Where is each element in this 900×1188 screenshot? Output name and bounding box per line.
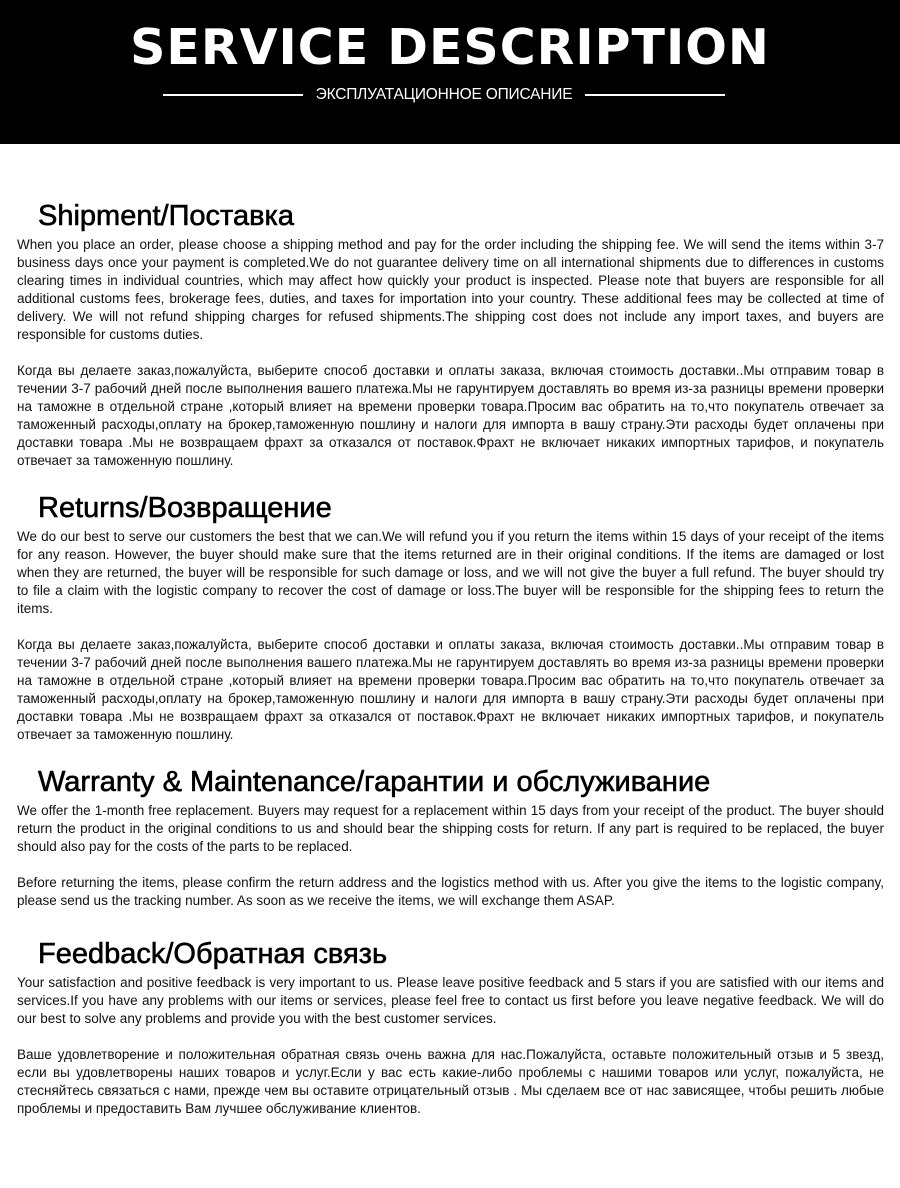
right-divider-line xyxy=(585,94,725,96)
section-returns xyxy=(17,488,884,758)
section-paragraph-replacement: We offer the 1-month free replacement. Buyers may request for a replacement within 15 days from your receipt of the product. The buyer should return the product in the original conditions to us and should bear the shipping costs for return. If any part is required to be replaced, the buyer should also pay for the costs of the parts to be replaced. xyxy=(17,803,884,854)
section-paragraph-en: We do our best to serve our customers the best that we can.We will refund you if you return the items within 15 days of your receipt of the items for any reason. However, the buyer should make sure that the items returned are in their original conditions. If the items are damaged or lost when they are returned, the buyer will be responsible for such damage or loss, and we will not give the buyer a full refund. The buyer should try to file a claim with the logistic company to recover the cost of damage or loss.The buyer will be responsible for the shipping fees to return the items. xyxy=(17,529,884,616)
section-paragraph-ru: Когда вы делаете заказ,пожалуйста, выберите способ доставки и оплаты заказа, включая стоимость доставки..Мы отправим товар в течении 3-7 рабочий дней после выполнения вашего платежа.Мы не гарунтируем доставлять во время из-за разницы времени проверки на таможне в отдельной стране ,который влияет на времени проверки товара.Просим вас обратить на то,что покупатель отвечает за таможенный расходы,оплату на брокер,таможенную пошлину и налоги для импорта в вашу страну.Эти расходы будет оплачены при доставки товара .Мы не возвращаем фрахт за отказался от поставок.Фрахт не включает никаких импортных тарифов, и покупатель отвечает за таможенную пошлину. xyxy=(17,363,884,468)
section-shipment xyxy=(17,196,884,484)
header-banner xyxy=(0,0,900,144)
section-feedback xyxy=(17,934,884,1132)
section-paragraph-ru: Ваше удовлетворение и положительная обратная связь очень важна для нас.Пожалуйста, оставьте положительный отзыв и 5 звезд, если вы удовлетворены наших товаров и услуг.Если у вас есть какие-либо проблемы с нашими товаров или услуг, пожалуйста, не стесняйтесь связаться с нами, прежде чем вы оставите отрицательный отзыв . Мы сделаем все от нас зависящее, чтобы решить любые проблемы и предоставить Вам лучшее обслуживание клиентов. xyxy=(17,1047,884,1116)
page-subtitle: ЭКСПЛУАТАЦИОННОЕ ОПИСАНИЕ xyxy=(315,86,573,103)
page-title: SERVICE DESCRIPTION xyxy=(130,19,770,76)
section-title: Returns/Возвращение xyxy=(38,492,332,524)
section-title: Shipment/Поставка xyxy=(38,200,294,232)
section-paragraph-en: When you place an order, please choose a shipping method and pay for the order including the shipping fee. We will send the items within 3-7 business days once your payment is completed.We do not guarantee delivery time on all international shipments due to differences in customs clearing times in individual countries, which may affect how quickly your product is inspected. Please note that buyers are responsible for all additional customs fees, brokerage fees, duties, and taxes for importation into your country. These additional fees may be collected at time of delivery. We will not refund shipping charges for refused shipments.The shipping cost does not include any import taxes, and buyers are responsible for customs duties. xyxy=(17,237,884,342)
section-paragraph-ru: Когда вы делаете заказ,пожалуйста, выберите способ доставки и оплаты заказа, включая стоимость доставки..Мы отправим товар в течении 3-7 рабочий дней после выполнения вашего платежа.Мы не гарунтируем доставлять во время из-за разницы времени проверки на таможне в отдельной стране ,который влияет на времени проверки товара.Просим вас обратить на то,что покупатель отвечает за таможенный расходы,оплату на брокер,таможенную пошлину и налоги для импорта в вашу страну.Эти расходы будет оплачены при доставки товара .Мы не возвращаем фрахт за отказался от поставок.Фрахт не включает никаких импортных тарифов, и покупатель отвечает за таможенную пошлину. xyxy=(17,637,884,742)
section-paragraph-en: Your satisfaction and positive feedback is very important to us. Please leave positive feedback and 5 stars if you are satisfied with our items and services.If you have any problems with our items or services, please feel free to contact us first before you leave negative feedback. We will do our best to solve any problems and provide you with the best customer services. xyxy=(17,975,884,1026)
section-warranty xyxy=(17,762,884,924)
section-title: Warranty & Maintenance/гарантии и обслуживание xyxy=(38,766,711,798)
left-divider-line xyxy=(163,94,303,96)
section-title: Feedback/Обратная связь xyxy=(38,938,388,970)
section-paragraph-returning: Before returning the items, please confirm the return address and the logistics method with us. After you give the items to the logistic company, please send us the tracking number. As soon as we receive the items, we will exchange them ASAP. xyxy=(17,875,884,908)
subtitle-row xyxy=(163,84,725,106)
